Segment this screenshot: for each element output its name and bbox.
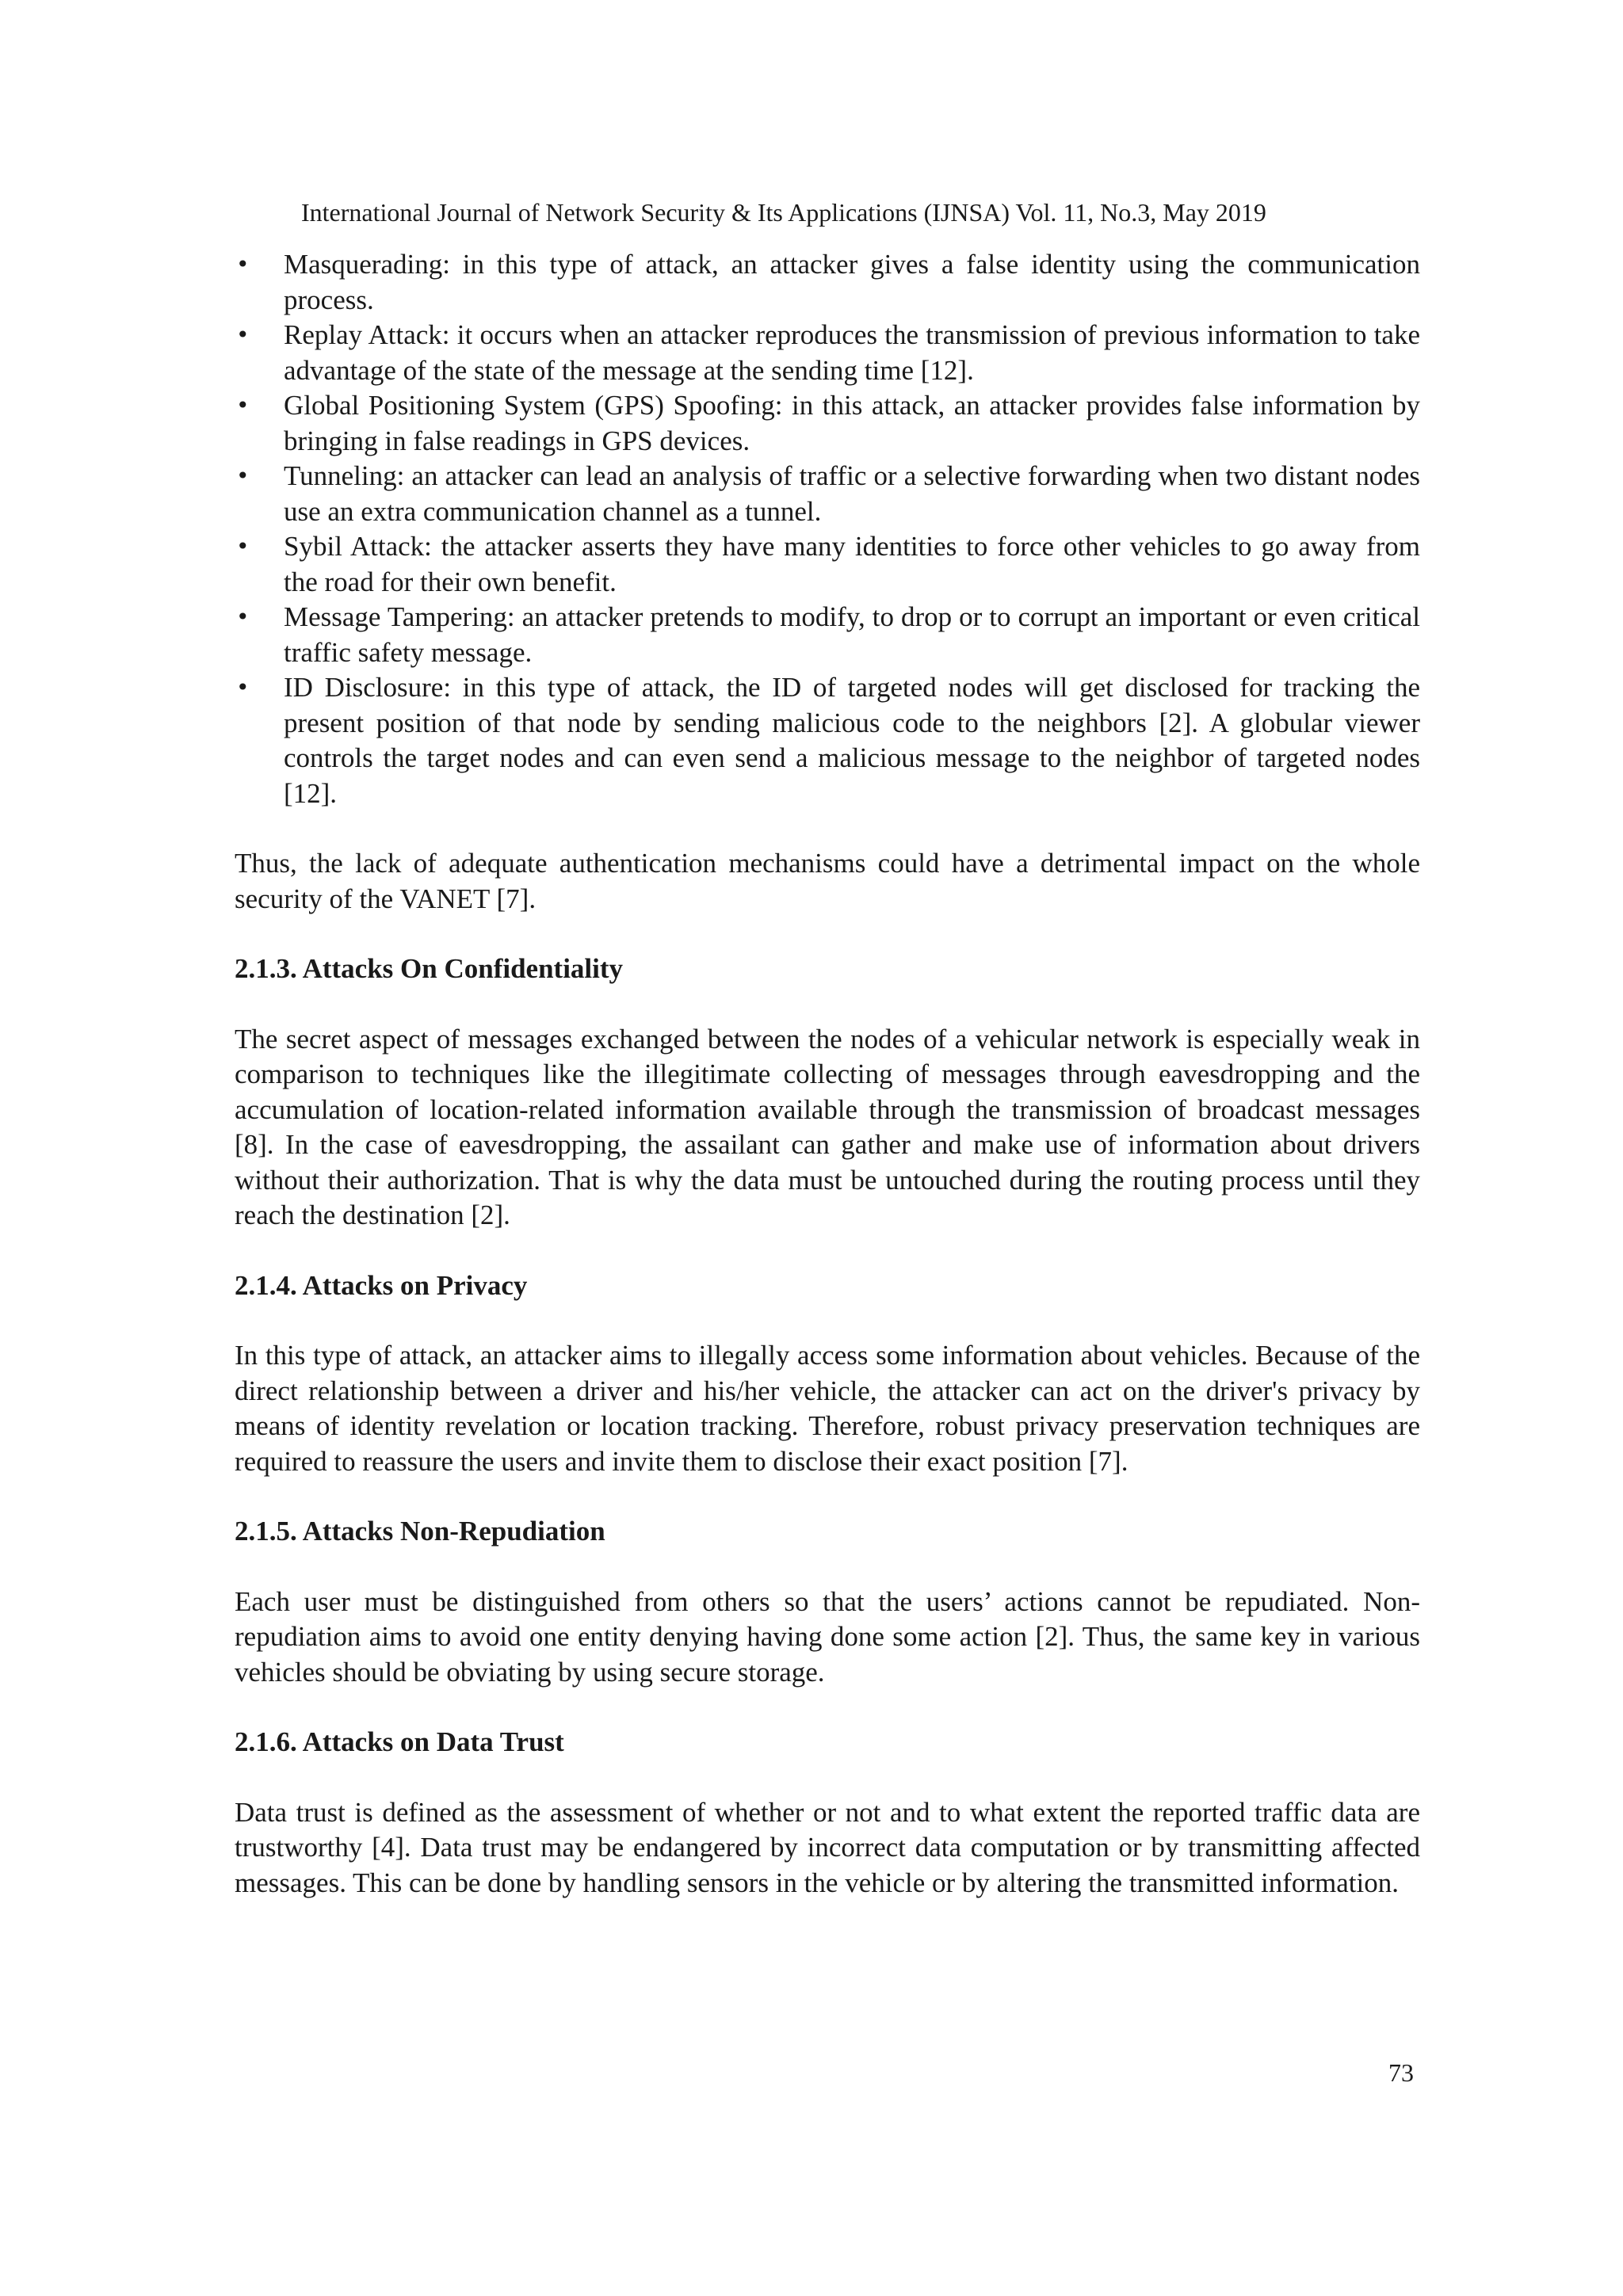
- list-item-text: Global Positioning System (GPS) Spoofing: in this attack, an attacker provides false information by bringing in false readings in GPS devices.: [284, 390, 1420, 456]
- page-number: 73: [1388, 2058, 1414, 2087]
- page-content: [235, 247, 1420, 1901]
- section-body-privacy: In this type of attack, an attacker aims to illegally access some information about vehicles. Because of the direct relationship between a driver and his/her vehicle, the attacker can act on the driver's privacy by means of identity revelation or location tracking. Therefore, robust privacy preservation techniques are required to reassure the users and invite them to disclose their exact position [7].: [235, 1340, 1420, 1477]
- list-item: [235, 600, 1420, 670]
- list-item-text: Masquerading: in this type of attack, an attacker gives a false identity using the communication process.: [284, 249, 1420, 315]
- section-heading-privacy: 2.1.4. Attacks on Privacy: [235, 1269, 528, 1301]
- bullet-icon: •: [236, 463, 250, 489]
- bullet-icon: •: [236, 392, 250, 418]
- list-item: [235, 670, 1420, 811]
- section-heading-confidentiality: 2.1.3. Attacks On Confidentiality: [235, 953, 624, 984]
- list-item-text: ID Disclosure: in this type of attack, the ID of targeted nodes will get disclosed for tracking the present position of that node by sending malicious code to the neighbors [2]. A globular viewer controls the target nodes and can even send a malicious message to the neighbor of targeted nodes [12].: [284, 672, 1420, 809]
- list-item-text: Replay Attack: it occurs when an attacker reproduces the transmission of previous information to take advantage of the state of the message at the sending time [12].: [284, 319, 1420, 386]
- bullet-icon: •: [236, 251, 250, 277]
- bullet-icon: •: [236, 604, 250, 630]
- intro-paragraph: Thus, the lack of adequate authentication mechanisms could have a detrimental impact on the whole security of the VANET [7].: [235, 848, 1420, 914]
- section-heading-data-trust: 2.1.6. Attacks on Data Trust: [235, 1726, 564, 1757]
- list-item-text: Message Tampering: an attacker pretends to modify, to drop or to corrupt an important or even critical traffic safety message.: [284, 601, 1420, 668]
- section-body-confidentiality: The secret aspect of messages exchanged between the nodes of a vehicular network is especially weak in comparison to techniques like the illegitimate collecting of messages through eavesdropping and the accumulation of location-related information available through the transmission of broadcast messages [8]. In the case of eavesdropping, the assailant can gather and make use of information about drivers without their authorization. That is why the data must be untouched during the routing process until they reach the destination [2].: [235, 1023, 1420, 1230]
- list-item: [235, 318, 1420, 388]
- section-body-non-repudiation: Each user must be distinguished from others so that the users’ actions cannot be repudiated. Non-repudiation aims to avoid one entity denying having done some action [2]. Thus, the same key in various vehicles should be obviating by using secure storage.: [235, 1585, 1420, 1688]
- list-item: [235, 459, 1420, 529]
- bullet-icon: •: [236, 674, 250, 700]
- list-item: [235, 529, 1420, 600]
- bullet-icon: •: [236, 533, 250, 559]
- running-header: International Journal of Network Security & Its Applications (IJNSA) Vol. 11, No.3, May 2019: [301, 198, 1266, 227]
- list-item: [235, 388, 1420, 459]
- attack-bullet-list: [235, 247, 1420, 811]
- bullet-icon: •: [236, 322, 250, 348]
- list-item: [235, 247, 1420, 318]
- section-body-data-trust: Data trust is defined as the assessment of whether or not and to what extent the reported traffic data are trustworthy [4]. Data trust may be endangered by incorrect data computation or by transmitting affected messages. This can be done by handling sensors in the vehicle or by altering the transmitted information.: [235, 1796, 1420, 1898]
- section-heading-non-repudiation: 2.1.5. Attacks Non-Repudiation: [235, 1516, 605, 1547]
- list-item-text: Sybil Attack: the attacker asserts they have many identities to force other vehicles to go away from the road for their own benefit.: [284, 531, 1420, 597]
- list-item-text: Tunneling: an attacker can lead an analysis of traffic or a selective forwarding when two distant nodes use an extra communication channel as a tunnel.: [284, 460, 1420, 527]
